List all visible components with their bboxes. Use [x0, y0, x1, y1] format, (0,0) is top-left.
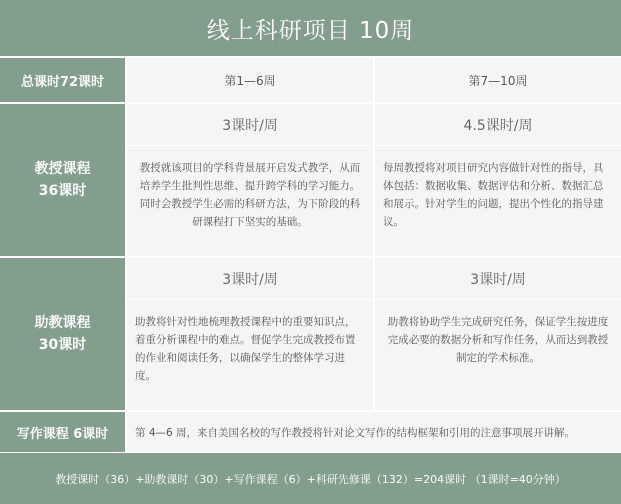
teaching-weeks-1-6-rate: 3课时/周: [127, 104, 373, 146]
assistant-weeks-1-6-rate: 3课时/周: [127, 258, 373, 300]
assistant-course-hours: 30课时: [38, 337, 87, 353]
page-title: 线上科研项目 10周: [0, 0, 621, 56]
teaching-weeks-7-10-rate: 4.5课时/周: [375, 104, 621, 146]
assistant-weeks-7-10-cell: [375, 258, 621, 410]
teaching-weeks-7-10-description: 每周教授将对项目研究内容做针对性的指导，具体包括：数据收集、数据评估和分析、数据汇总和展示。针对学生的问题，提出个性化的指导建议。: [383, 162, 604, 228]
teaching-course-hours: 36课时: [38, 183, 87, 199]
teaching-weeks-7-10-cell: [375, 104, 621, 256]
writing-course-label: 写作课程 6课时: [0, 412, 125, 452]
teaching-course-label: [0, 104, 125, 256]
assistant-weeks-7-10-rate: 3课时/周: [375, 258, 621, 300]
column-header-weeks-7-10: 第7—10周: [375, 58, 621, 102]
total-hours-label: 总课时72课时: [0, 58, 125, 102]
teaching-course-name: 教授课程: [34, 161, 91, 177]
writing-course-description: 第 4—6 周，来自美国名校的写作教授将针对论文写作的结构框架和引用的注意事项展开讲解。: [127, 412, 621, 452]
teaching-weeks-1-6-description: 教授就该项目的学科背景展开启发式教学，从而培养学生批判性思维、提升跨学科的学习能力。同时会教授学生必需的科研方法，为下阶段的科研课程打下坚实的基础。: [139, 162, 361, 228]
column-header-weeks-1-6: 第1—6周: [127, 58, 373, 102]
assistant-weeks-1-6-cell: [127, 258, 373, 410]
total-hours-formula: 教授课时（36）+助教课时（30）+写作课程（6）+科研先修课（132）=204课时 （1课时=40分钟）: [0, 453, 621, 504]
assistant-course-label: [0, 258, 125, 410]
assistant-weeks-7-10-description: 助教将协助学生完成研究任务，保证学生按进度完成必要的数据分析和写作任务，从而达到教授制定的学术标准。: [387, 316, 609, 364]
teaching-weeks-1-6-cell: [127, 104, 373, 256]
assistant-course-name: 助教课程: [34, 315, 91, 331]
assistant-weeks-1-6-description: 助教将针对性地梳理教授课程中的重要知识点，着重分析课程中的难点。督促学生完成教授布置的作业和阅读任务，以确保学生的整体学习进度。: [135, 316, 356, 382]
